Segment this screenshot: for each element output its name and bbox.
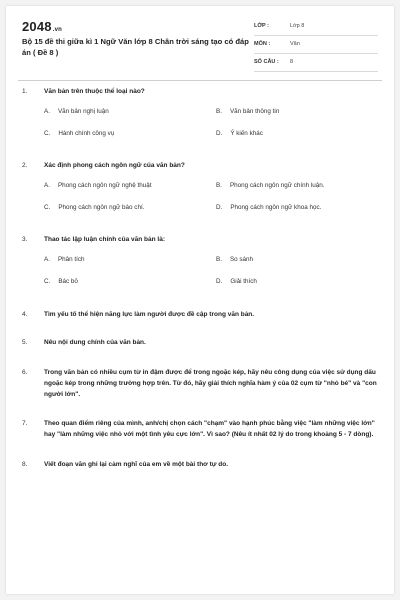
question-4 — [22, 309, 380, 320]
meta-value: Văn — [290, 41, 300, 47]
site-logo[interactable] — [22, 19, 62, 34]
option-a[interactable]: A. Phân tích — [44, 256, 85, 263]
option-d[interactable]: D. Giải thích — [216, 278, 257, 285]
question-7 — [22, 418, 380, 440]
question-text: Tìm yếu tố thể hiện năng lực làm người được đề cập trong văn bản. — [44, 311, 255, 318]
options-q3 — [44, 249, 380, 293]
document-page — [6, 6, 394, 594]
option-a[interactable]: A. Phong cách ngôn ngữ nghệ thuật — [44, 182, 152, 189]
question-2 — [22, 160, 380, 171]
question-1 — [22, 86, 380, 97]
question-list — [22, 86, 380, 470]
option-b[interactable]: B. Văn bản thông tin — [216, 108, 280, 115]
question-text: Theo quan điểm riêng của mình, anh/chị chọn cách "chạm" vào hạnh phúc bằng việc "làm những việc lớn" hay "làm những việc nhỏ với một tình yêu cực lớn". Vì sao? (Nêu ít nhất 02 lý do trong khoảng 5 - 7 dòng). — [44, 420, 375, 438]
options-q2 — [44, 175, 380, 219]
document-meta — [254, 18, 378, 72]
question-3 — [22, 234, 380, 245]
meta-label: MÔN : — [254, 41, 271, 47]
question-number: 3. — [22, 236, 28, 243]
question-text: Trong văn bản có nhiều cụm từ in đậm được để trong ngoặc kép, hãy nêu công dụng của việc sử dụng dấu ngoặc kép trong những trường hợp trên. Từ đó, hãy giải thích nghĩa hàm ý của 02 cụm từ "nhỏ bé" và "con người lớn". — [44, 369, 377, 398]
question-text: Viết đoạn văn ghi lại cảm nghĩ của em về một bài thơ tự do. — [44, 461, 229, 468]
option-b[interactable]: B. Phong cách ngôn ngữ chính luận. — [216, 182, 325, 189]
question-5 — [22, 337, 380, 348]
question-text: Nêu nội dung chính của văn bản. — [44, 339, 146, 346]
meta-row-question-count — [254, 54, 378, 72]
meta-row-class — [254, 18, 378, 36]
option-c[interactable]: C. Hành chính công vụ — [44, 130, 115, 137]
question-text: Thao tác lập luận chính của văn bản là: — [44, 236, 165, 243]
meta-label: LỚP : — [254, 23, 269, 29]
question-number: 4. — [22, 311, 28, 318]
logo-suffix: .vn — [52, 27, 63, 33]
meta-value: 8 — [290, 59, 294, 65]
question-text: Văn bản trên thuộc thể loại nào? — [44, 88, 145, 95]
question-8 — [22, 459, 380, 470]
option-b[interactable]: B. So sánh — [216, 256, 254, 263]
option-a[interactable]: A. Văn bản nghị luận — [44, 108, 109, 115]
question-number: 5. — [22, 339, 28, 346]
option-d[interactable]: D. Ý kiến khác — [216, 130, 263, 137]
option-c[interactable]: C. Phong cách ngôn ngữ báo chí. — [44, 204, 145, 211]
option-d[interactable]: D. Phong cách ngôn ngữ khoa học. — [216, 204, 322, 211]
meta-value: Lớp 8 — [290, 23, 305, 29]
document-header — [6, 6, 394, 80]
meta-label: SỐ CÂU : — [254, 59, 279, 65]
question-number: 1. — [22, 88, 28, 95]
question-number: 6. — [22, 369, 28, 376]
options-q1 — [44, 101, 380, 145]
meta-row-subject — [254, 36, 378, 54]
document-title: Bộ 15 đề thi giữa kì 1 Ngữ Văn lớp 8 Chân trời sáng tạo có đáp án ( Đề 8 ) — [22, 37, 249, 57]
question-number: 7. — [22, 420, 28, 427]
question-number: 2. — [22, 162, 28, 169]
question-6 — [22, 367, 380, 400]
question-number: 8. — [22, 461, 28, 468]
option-c[interactable]: C. Bác bỏ — [44, 278, 78, 285]
logo-text: 2048 — [22, 19, 52, 34]
header-divider — [18, 80, 382, 81]
question-text: Xác định phong cách ngôn ngữ của văn bản? — [44, 162, 185, 169]
